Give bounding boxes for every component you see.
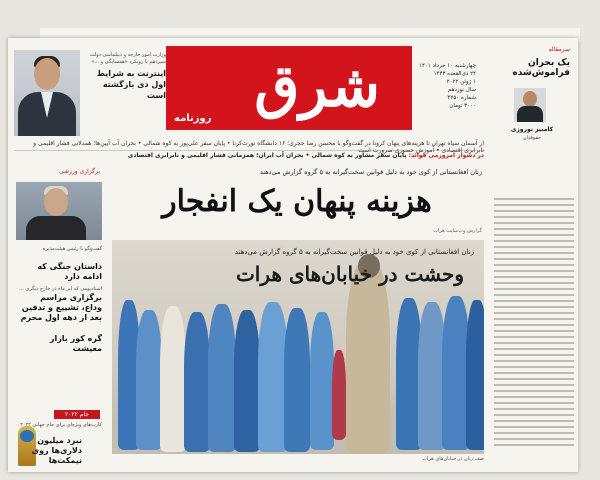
strip-text: پایان سفر مشاور به کوه شمالی • بحران آب ایران؛ همزمانی فشار اقلیمی و نابرابری اقتصادی <box>127 152 407 159</box>
top-promo[interactable] <box>14 44 166 138</box>
sidebar-item-3-title: برگزاری مراسم وداع، تشییع و تدفین بعد از دهه اول محرم <box>20 293 102 322</box>
photo-caption: صف زنان در خیابان‌های هرات <box>422 456 484 462</box>
strip-label: در دشوار امروزمی فوائد: <box>408 152 484 159</box>
author-role: حقوقدان <box>522 135 542 141</box>
promo-portrait <box>14 50 80 136</box>
world-cup-badge: جام ۲۰۲۲ <box>54 410 100 419</box>
masthead-title: شرق <box>254 52 380 120</box>
sidebar-item-4[interactable]: گره کور بازار معیشت <box>49 334 102 353</box>
main-kicker: زنان افغانستانی از کوی خود به دلیل قوانین سخت‌گیرانه به ۵ گروه گزارش می‌دهند <box>259 168 482 176</box>
issue-price: ۳۰۰۰ تومان <box>449 103 476 109</box>
main-credit: گزارش وب‌سایت هرات <box>433 228 482 234</box>
editorial-column <box>488 40 579 470</box>
sidebar-kicker: برگزاری ورزشی <box>58 168 100 175</box>
promo-kicker: وزارت امور خارجه و دیپلماسی دولت سیزدهم با رویکرد «همسایگی و ...» <box>89 52 166 65</box>
author-photo <box>514 88 546 122</box>
sidebar-column <box>14 164 106 470</box>
photo-headline: وحشت در خیابان‌های هرات <box>235 262 464 286</box>
issue-info <box>414 62 476 110</box>
sidebar-item-2[interactable]: داستان جنگی که ادامه دارد <box>37 262 102 281</box>
photo-subtitle: زنان افغانستانی از کوی خود به دلیل قوانین سخت‌گیرانه به ۵ گروه گزارش می‌دهند <box>234 248 474 256</box>
main-photo[interactable] <box>112 240 484 454</box>
masthead-subtitle: روزنامه <box>174 113 212 124</box>
editorial-title[interactable]: یک بحران فراموش‌شده <box>512 58 570 78</box>
issue-gregorian: ۱ ژوئن ۲۰۲۲ <box>446 79 476 85</box>
main-headline[interactable]: هزینه پنهان یک انفجار <box>162 184 432 219</box>
sidebar-portrait <box>16 182 102 240</box>
issue-year: سال نوزدهم <box>447 87 476 93</box>
issue-date: چهارشنبه ۱۰ خرداد ۱۴۰۱ <box>418 63 476 69</box>
editorial-body <box>494 198 574 460</box>
sidebar-item-6[interactable]: نبرد میلیون دلاری‌ها روی نیمکت‌ها <box>31 436 82 465</box>
headline-strip-2[interactable] <box>14 152 484 162</box>
headline-strip[interactable]: از آسمان سیاه تهران تا هزینه‌های پنهان کرونا در گفت‌وگو با محسن رضا حجری؛ ۱۶ دانشگاه نورث‌کرنا • پایان سفر علی‌پور به کوه شمالی • بحران آب آیین‌ها؛ همدلانی فشار اقلیمی و نابرابری اقتصادی • آموزش حضوری ضرورت است <box>14 140 484 151</box>
issue-number: شماره ۴۲۵۰ <box>447 95 476 101</box>
author-name: کامبیز نوروزی <box>510 126 554 133</box>
issue-hijri: ۲۴ ذی‌القعده ۱۴۴۳ <box>433 71 476 77</box>
sidebar-item-5[interactable]: کارت‌های ویژه‌ای برای جام جهانی ۲۰۲۲ <box>20 422 102 428</box>
sidebar-item-3[interactable] <box>18 286 102 323</box>
masthead <box>166 46 412 130</box>
promo-title: اینترنت به شرایط اول دی بازگشته است <box>96 69 166 100</box>
sidebar-item-3-kicker: استادیومی که ابر ماه در خارج دیگری ... <box>19 286 102 292</box>
editorial-kicker: سرمقاله <box>548 46 570 53</box>
sidebar-item-1[interactable]: گفت‌وگو با رئیس هیئت‌مدیره <box>42 246 102 252</box>
